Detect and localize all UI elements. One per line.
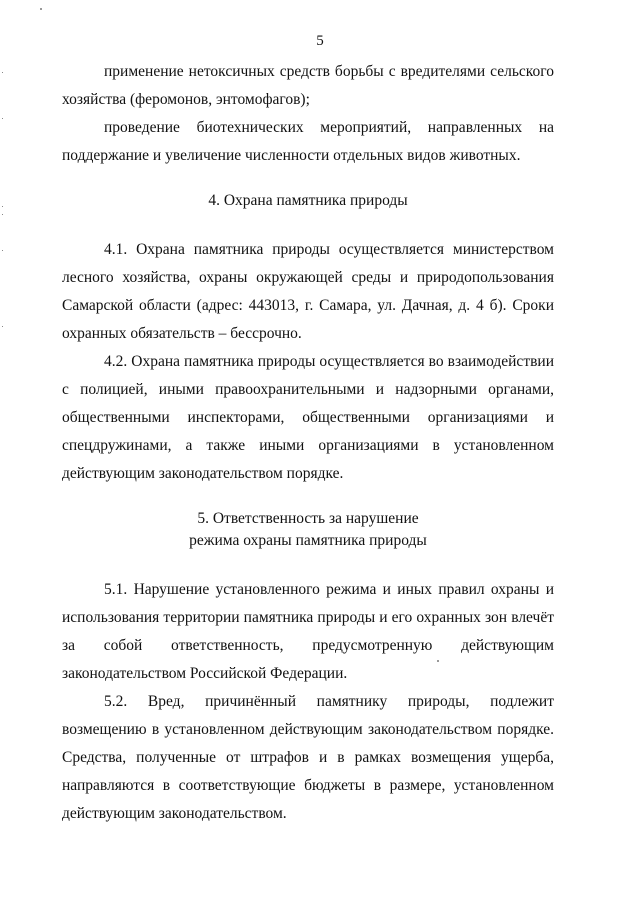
- paragraph-pest-control: применение нетоксичных средств борьбы с вредителями сельского хозяйства (феромонов, энтомофагов);: [62, 63, 554, 108]
- section-5-heading-line1: 5. Ответственность за нарушение: [197, 510, 419, 527]
- scan-speck: [2, 326, 3, 327]
- scan-speck: [2, 250, 3, 251]
- section-4-heading: 4. Охрана памятника природы: [208, 192, 408, 209]
- document-body: [62, 58, 554, 828]
- scan-speck: [437, 660, 439, 662]
- scan-speck: [2, 118, 3, 119]
- scan-speck: [40, 8, 42, 10]
- paragraph-4-1: 4.1. Охрана памятника природы осуществляется министерством лесного хозяйства, охраны окружающей среды и природопользования Самарской области (адрес: 443013, г. Самара, ул. Дачная, д. 4 б). Сроки охранных обязательств – бессрочно.: [62, 241, 554, 342]
- paragraph-biotechnical: проведение биотехнических мероприятий, направленных на поддержание и увеличение численности отдельных видов животных.: [62, 119, 554, 164]
- paragraph-5-1: 5.1. Нарушение установленного режима и иных правил охраны и использования территории памятника природы и его охранных зон влечёт за собой ответственность, предусмотренную действующим законодательством Российской Федерации.: [62, 581, 554, 682]
- page-number: 5: [316, 33, 324, 49]
- scan-speck: [2, 214, 3, 215]
- scan-speck: [2, 72, 3, 73]
- paragraph-4-2: 4.2. Охрана памятника природы осуществляется во взаимодействии с полицией, иными правоохранительными и надзорными органами, общественными инспекторами, общественными организациями и спецдружинами, а также иными организациями в установленном действующим законодательством порядке.: [62, 353, 554, 482]
- section-5-heading-line2: режима охраны памятника природы: [189, 532, 427, 549]
- scan-speck: [2, 206, 3, 207]
- paragraph-5-2: 5.2. Вред, причинённый памятнику природы, подлежит возмещению в установленном действующим законодательством порядке. Средства, полученные от штрафов и в рамках возмещения ущерба, направляются в соответствующие бюджеты в размере, установленном действующим законодательством.: [62, 693, 554, 822]
